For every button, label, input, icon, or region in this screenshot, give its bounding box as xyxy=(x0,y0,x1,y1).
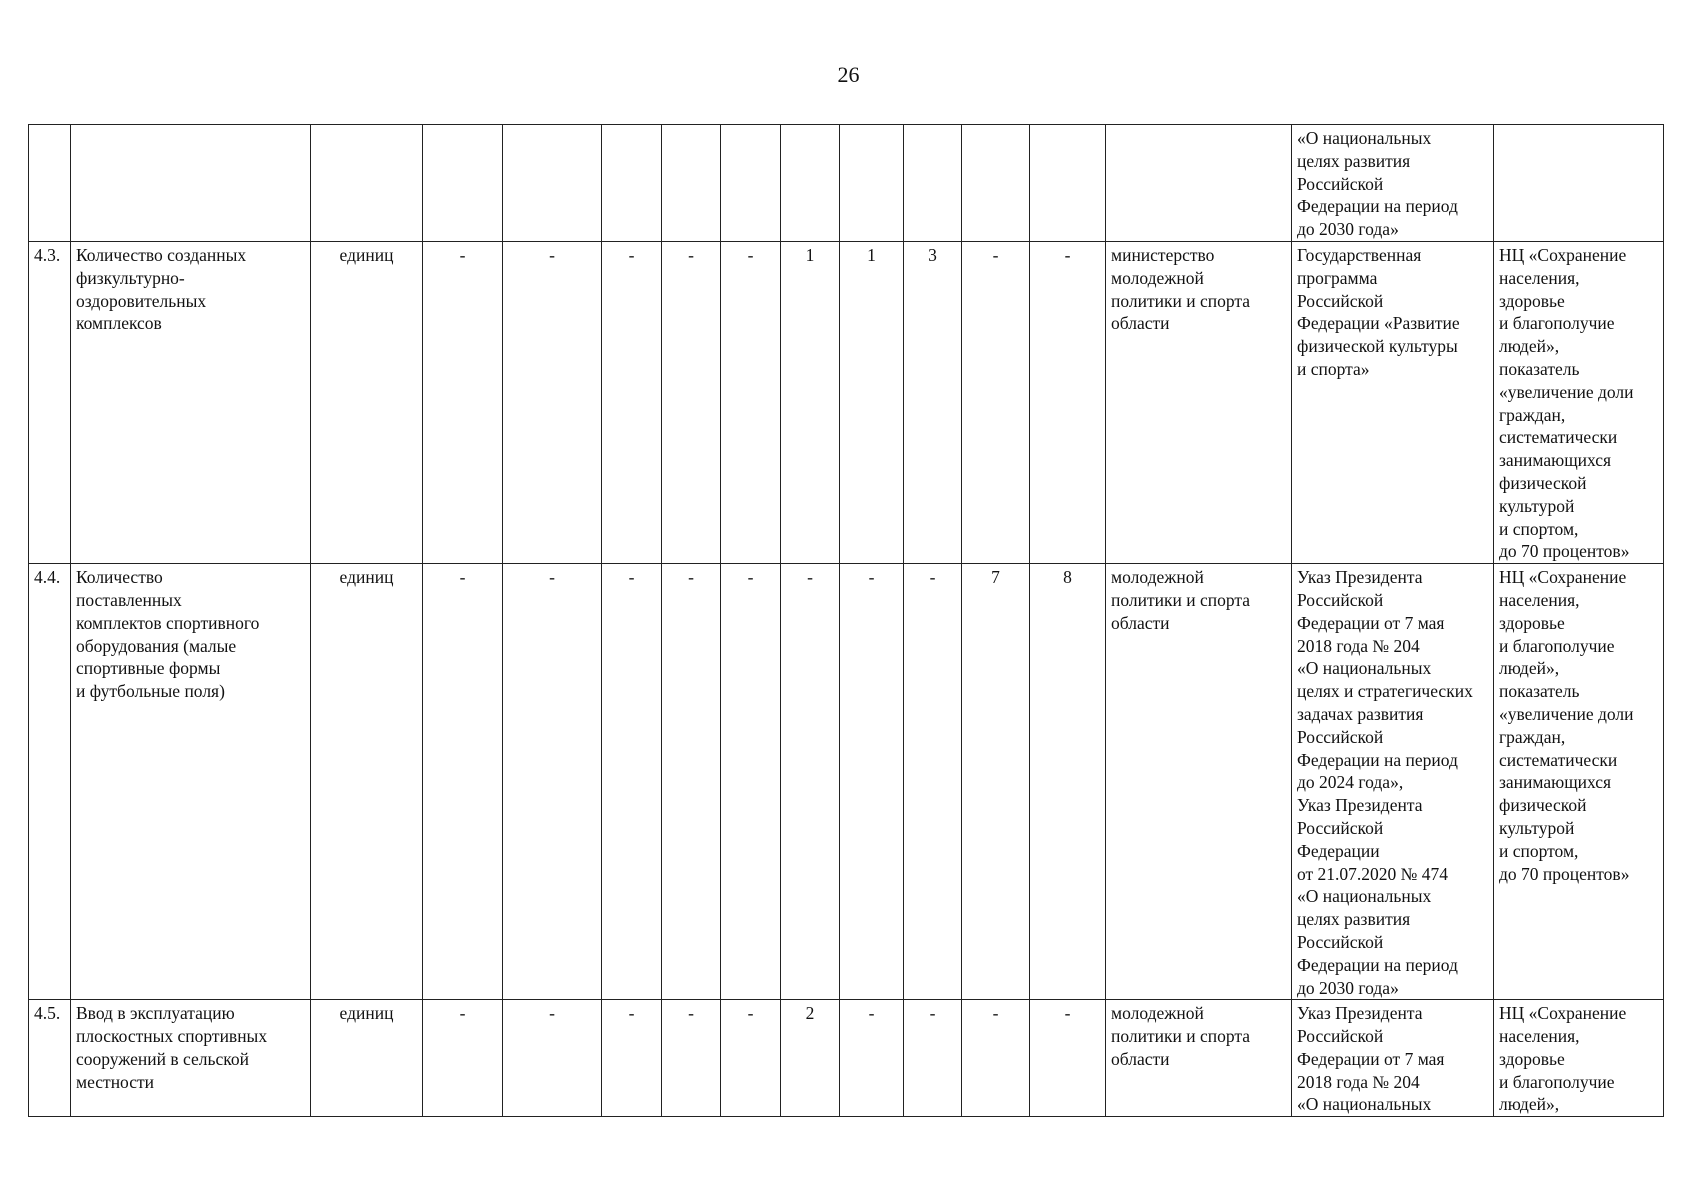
national-project-cell xyxy=(1494,125,1664,242)
value-cell: 7 xyxy=(962,564,1030,1000)
value-cell: - xyxy=(602,564,662,1000)
value-cell xyxy=(962,125,1030,242)
national-project-cell: НЦ «Сохранение населения, здоровье и благополучие людей», показатель «увеличение доли граждан, систематически занимающихся физической культурой и спортом, до 70 процентов» xyxy=(1494,564,1664,1000)
value-cell xyxy=(662,125,721,242)
value-cell: 3 xyxy=(904,242,962,564)
value-cell: - xyxy=(962,1000,1030,1117)
value-cell xyxy=(602,125,662,242)
value-cell: 8 xyxy=(1030,564,1106,1000)
value-cell: - xyxy=(503,1000,602,1117)
unit-cell: единиц xyxy=(311,242,423,564)
responsible-cell: молодежной политики и спорта области xyxy=(1106,1000,1292,1117)
unit-cell: единиц xyxy=(311,564,423,1000)
value-cell xyxy=(781,125,840,242)
table-row xyxy=(29,125,1664,242)
value-cell: - xyxy=(423,242,503,564)
value-cell: - xyxy=(1030,242,1106,564)
responsible-cell: министерство молодежной политики и спорта области xyxy=(1106,242,1292,564)
indicator-name: Количество поставленных комплектов спортивного оборудования (малые спортивные формы и футбольные поля) xyxy=(71,564,311,1000)
row-number: 4.4. xyxy=(29,564,71,1000)
unit-cell: единиц xyxy=(311,1000,423,1117)
value-cell: - xyxy=(721,564,781,1000)
value-cell: - xyxy=(423,564,503,1000)
row-number: 4.3. xyxy=(29,242,71,564)
table-row xyxy=(29,1000,1664,1117)
page-number: 26 xyxy=(837,62,860,87)
value-cell: - xyxy=(503,564,602,1000)
value-cell xyxy=(1030,125,1106,242)
value-cell: - xyxy=(904,1000,962,1117)
value-cell: - xyxy=(721,1000,781,1117)
value-cell: - xyxy=(904,564,962,1000)
table-row xyxy=(29,242,1664,564)
row-number xyxy=(29,125,71,242)
value-cell: - xyxy=(840,1000,904,1117)
value-cell: - xyxy=(602,242,662,564)
indicator-name xyxy=(71,125,311,242)
value-cell: - xyxy=(662,242,721,564)
indicator-name: Ввод в эксплуатацию плоскостных спортивных сооружений в сельской местности xyxy=(71,1000,311,1117)
basis-cell: «О национальных целях развития Российской Федерации на период до 2030 года» xyxy=(1292,125,1494,242)
value-cell: - xyxy=(423,1000,503,1117)
value-cell: - xyxy=(1030,1000,1106,1117)
value-cell: - xyxy=(840,564,904,1000)
indicators-table xyxy=(28,124,1664,1117)
value-cell: 1 xyxy=(840,242,904,564)
national-project-cell: НЦ «Сохранение населения, здоровье и благополучие людей», показатель «увеличение доли граждан, систематически занимающихся физической культурой и спортом, до 70 процентов» xyxy=(1494,242,1664,564)
indicator-name: Количество созданных физкультурно- оздоровительных комплексов xyxy=(71,242,311,564)
unit-cell xyxy=(311,125,423,242)
row-number: 4.5. xyxy=(29,1000,71,1117)
value-cell: - xyxy=(503,242,602,564)
table-row xyxy=(29,564,1664,1000)
value-cell: - xyxy=(962,242,1030,564)
value-cell: 1 xyxy=(781,242,840,564)
value-cell: - xyxy=(602,1000,662,1117)
basis-cell: Указ Президента Российской Федерации от 7 мая 2018 года № 204 «О национальных xyxy=(1292,1000,1494,1117)
value-cell xyxy=(503,125,602,242)
value-cell xyxy=(840,125,904,242)
national-project-cell: НЦ «Сохранение населения, здоровье и благополучие людей», xyxy=(1494,1000,1664,1117)
value-cell: - xyxy=(721,242,781,564)
basis-cell: Указ Президента Российской Федерации от 7 мая 2018 года № 204 «О национальных целях и стратегических задачах развития Российской Федерации на период до 2024 года», Указ Президента Российской Федерации от 21.07.2020 № 474 «О национальных целях развития Российской Федерации на период до 2030 года» xyxy=(1292,564,1494,1000)
value-cell xyxy=(423,125,503,242)
value-cell: - xyxy=(781,564,840,1000)
value-cell xyxy=(904,125,962,242)
responsible-cell: молодежной политики и спорта области xyxy=(1106,564,1292,1000)
value-cell: - xyxy=(662,1000,721,1117)
responsible-cell xyxy=(1106,125,1292,242)
value-cell: 2 xyxy=(781,1000,840,1117)
basis-cell: Государственная программа Российской Федерации «Развитие физической культуры и спорта» xyxy=(1292,242,1494,564)
value-cell: - xyxy=(662,564,721,1000)
value-cell xyxy=(721,125,781,242)
